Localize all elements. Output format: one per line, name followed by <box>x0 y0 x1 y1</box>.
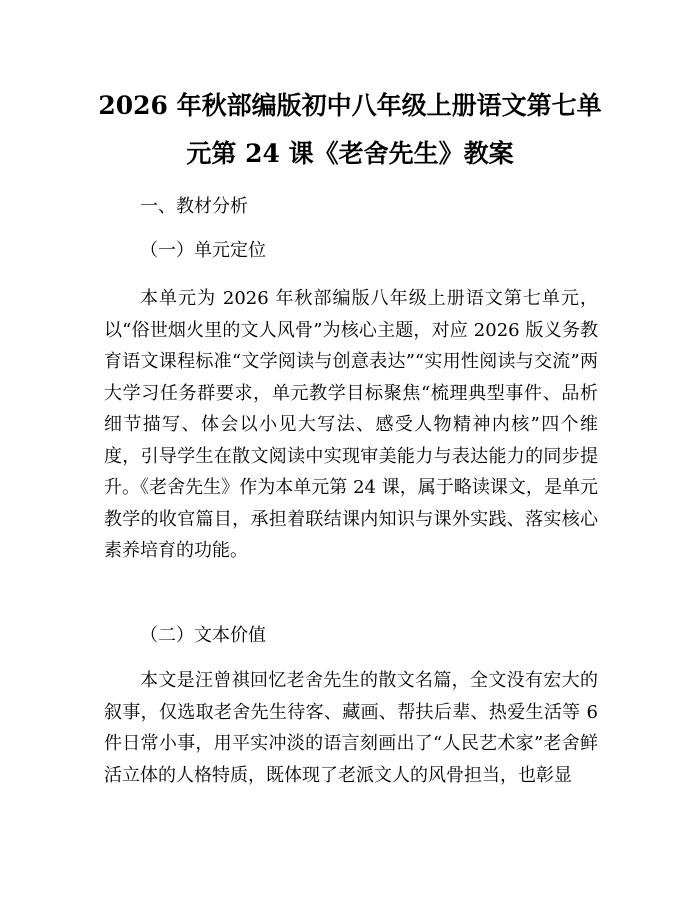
section-heading-textbook-analysis: 一、教材分析 <box>140 196 248 217</box>
document-title-line-1: 2026 年秋部编版初中八年级上册语文第七单 <box>98 91 602 120</box>
paragraph-unit-positioning: 本单元为 2026 年秋部编版八年级上册语文第七单元，以“俗世烟火里的文人风骨”为核心主题，对应 2026 版义务教育语文课程标准“文学阅读与创意表达”“实用性阅读与交流”两大学习任务群要求，单元教学目标聚焦“梳理典型事件、品析细节描写、体会以小见大写法、感受人物精神内核”四个维度，引导学生在散文阅读中实现审美能力与表达能力的同步提升。《老舍先生》作为本单元第 24 课，属于略读课文，是单元教学的收官篇目，承担着联结课内知识与课外实践、落实核心素养培育的功能。 <box>104 288 598 561</box>
document-title-line-2: 元第 24 课《老舍先生》教案 <box>186 139 514 168</box>
subsection-heading-text-value: （二）文本价值 <box>140 625 266 646</box>
paragraph-text-value: 本文是汪曾祺回忆老舍先生的散文名篇，全文没有宏大的叙事，仅选取老舍先生待客、藏画、帮扶后辈、热爱生活等 6 件日常小事，用平实冲淡的语言刻画出了“人民艺术家”老舍鲜活立体的人格特质，既体现了老派文人的风骨担当，也彰显 <box>104 670 598 786</box>
subsection-heading-unit-positioning: （一）单元定位 <box>140 240 266 261</box>
